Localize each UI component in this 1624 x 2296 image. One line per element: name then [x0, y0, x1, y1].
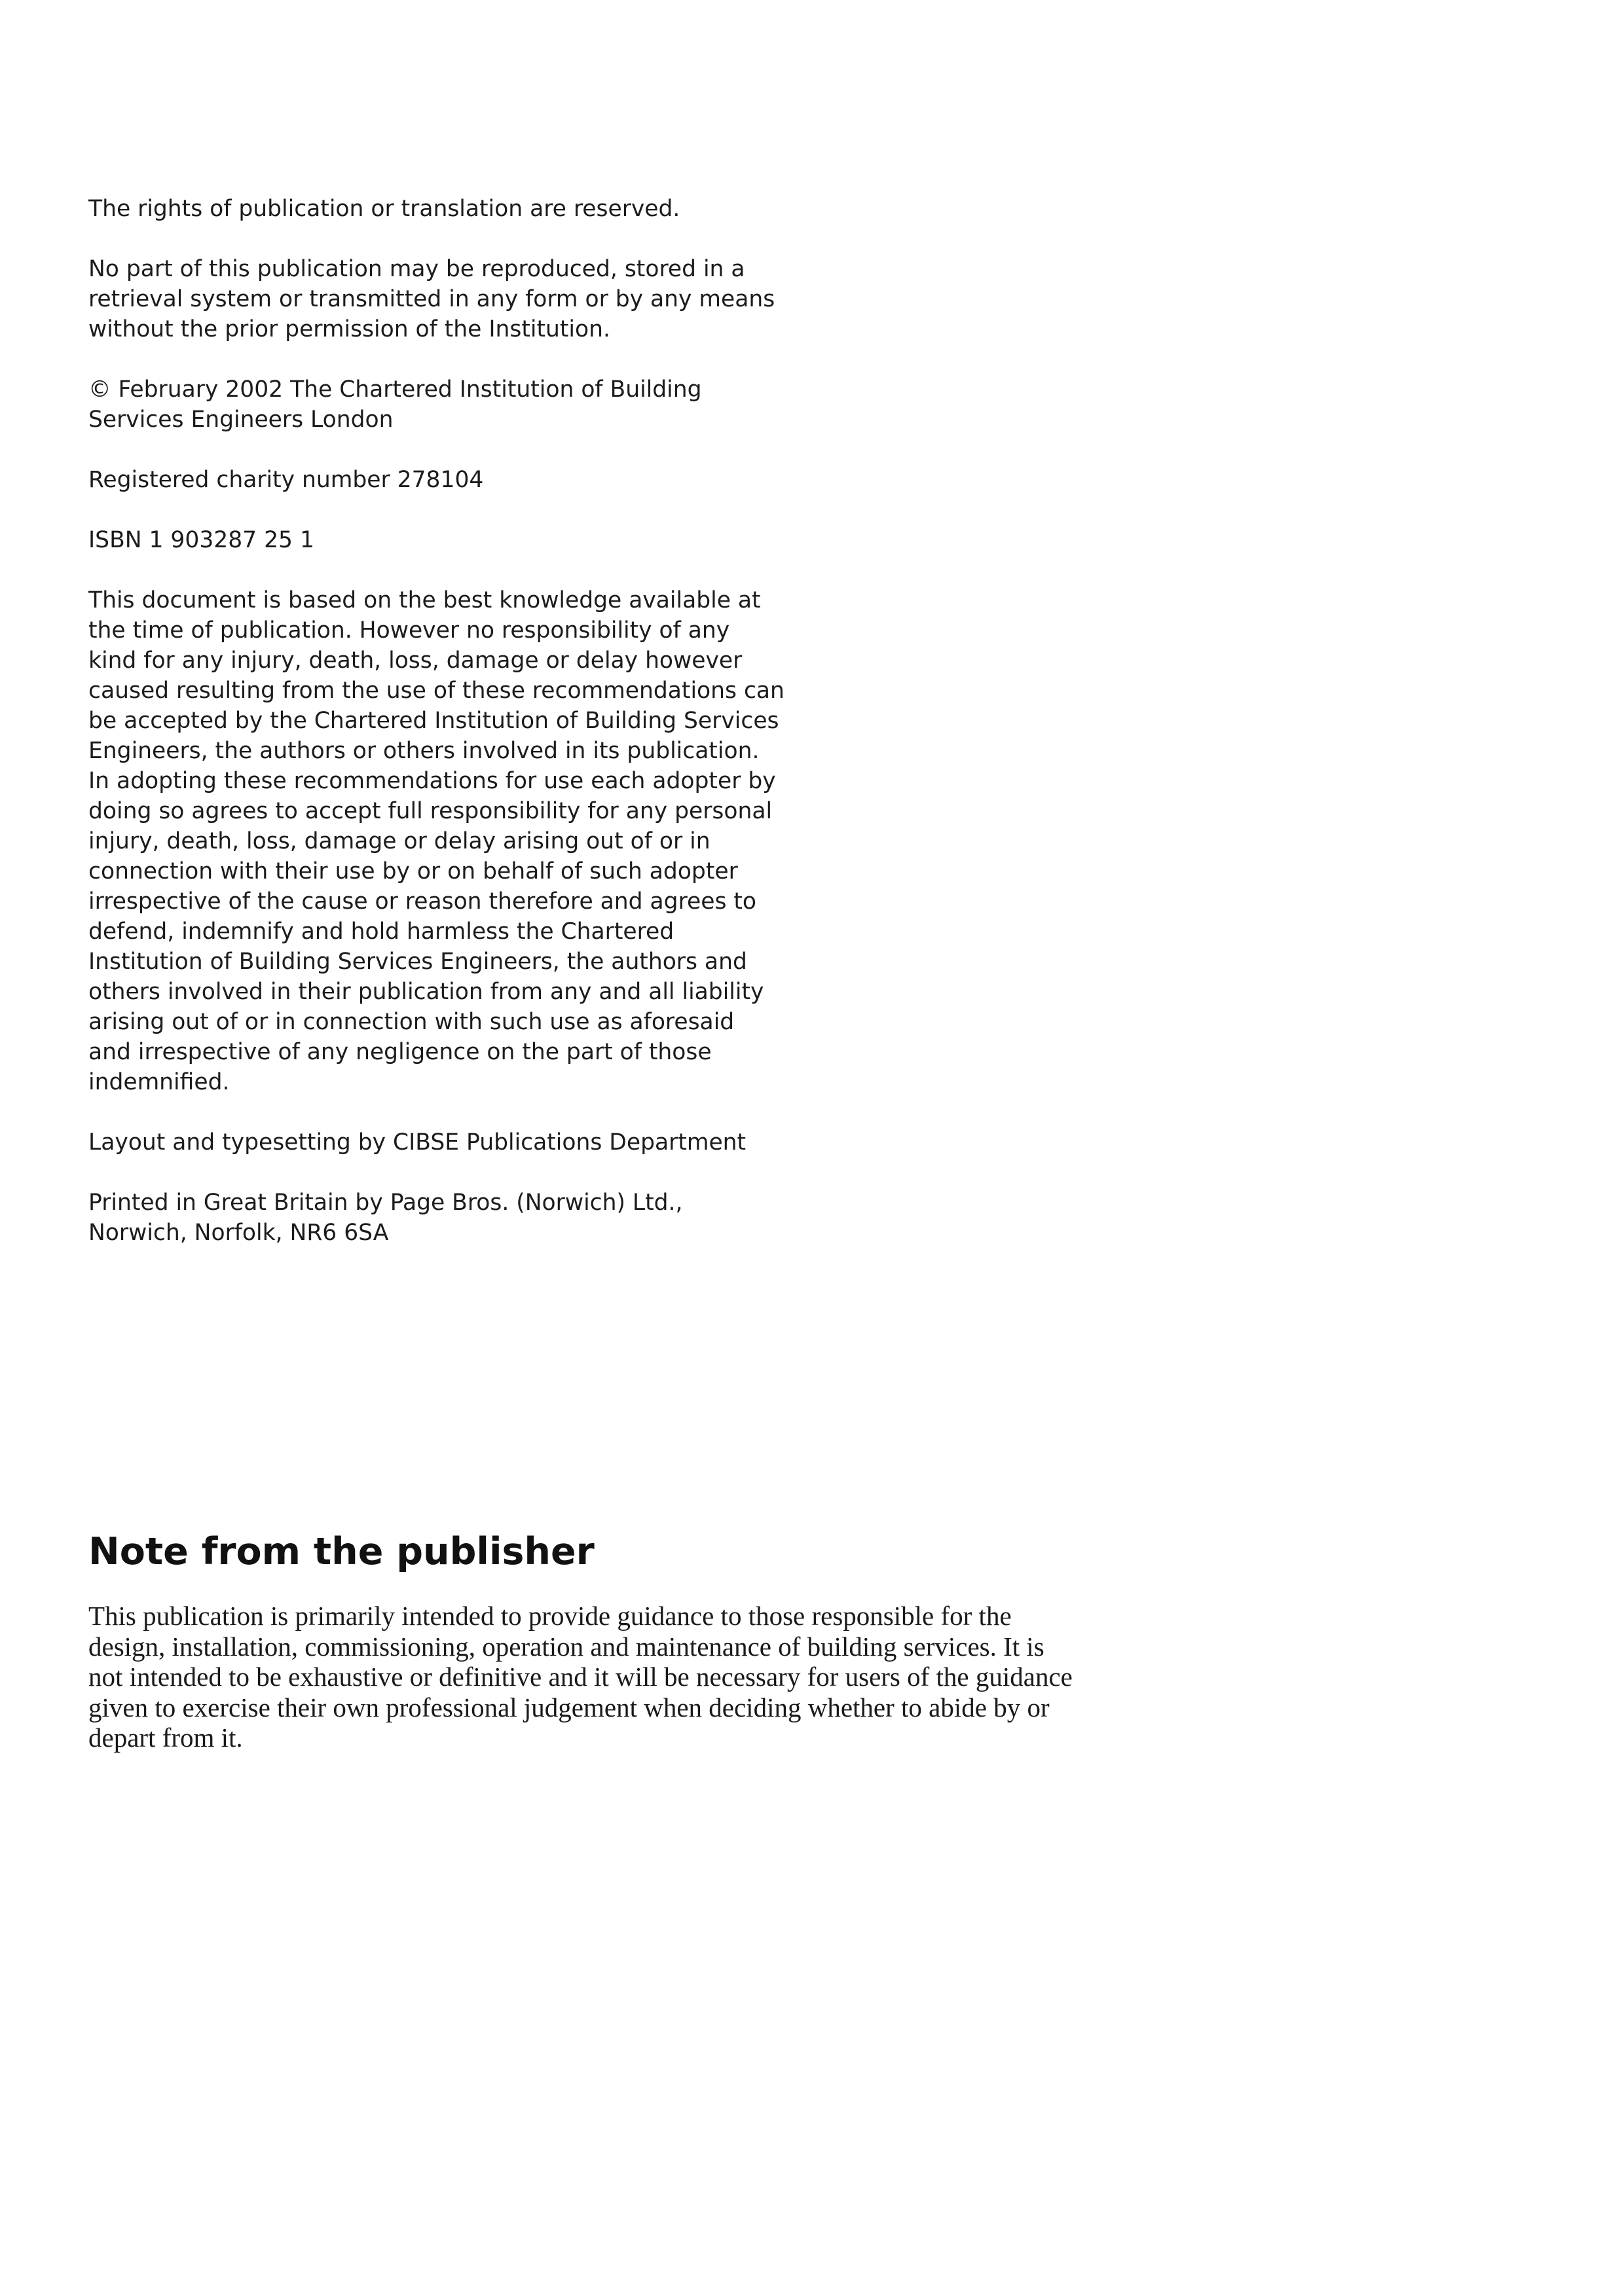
- printer-credit: Printed in Great Britain by Page Bros. (Norwich) Ltd., Norwich, Norfolk, NR6 6SA: [88, 1190, 683, 1246]
- disclaimer: This document is based on the best knowledge available at the time of publication. However no responsibility of any kind for any injury, death, loss, damage or delay however caused resulting from the use of these recommendations can be accepted by the Chartered Institution of Building Services Engineers, the authors or others involved in its publication. In adopting these recommendations for use each adopter by doing so agrees to accept full responsibility for any personal injury, death, loss, damage or delay arising out of or in connection with their use by or on behalf of such adopter irrespective of the cause or reason therefore and agrees to defend, indemnify and hold harmless the Chartered Institution of Building Services Engineers, the authors and others involved in their publication from any and all liability arising out of or in connection with such use as aforesaid and irrespective of any negligence on the part of those indemnified.: [88, 587, 784, 1095]
- copyright-notice: © February 2002 The Chartered Institution of Building Services Engineers London: [88, 376, 702, 433]
- imprint-block: [88, 194, 809, 1278]
- reproduction-notice: No part of this publication may be reproduced, stored in a retrieval system or transmitted in any form or by any means without the prior permission of the Institution.: [88, 256, 775, 342]
- publisher-note-body: This publication is primarily intended to provide guidance to those responsible for the design, installation, commissioning, operation and maintenance of building services. It is not intended to be exhaustive or definitive and it will be necessary for users of the guidance given to exercise their own professional judgement when deciding whether to abide by or depart from it.: [88, 1601, 1073, 1753]
- rights-statement: The rights of publication or translation are reserved.: [88, 196, 680, 222]
- isbn: ISBN 1 903287 25 1: [88, 527, 314, 553]
- publisher-note-heading: Note from the publisher: [88, 1530, 595, 1573]
- publisher-note: [88, 1529, 1149, 1753]
- layout-credit: Layout and typesetting by CIBSE Publications Department: [88, 1129, 747, 1156]
- charity-number: Registered charity number 278104: [88, 467, 484, 493]
